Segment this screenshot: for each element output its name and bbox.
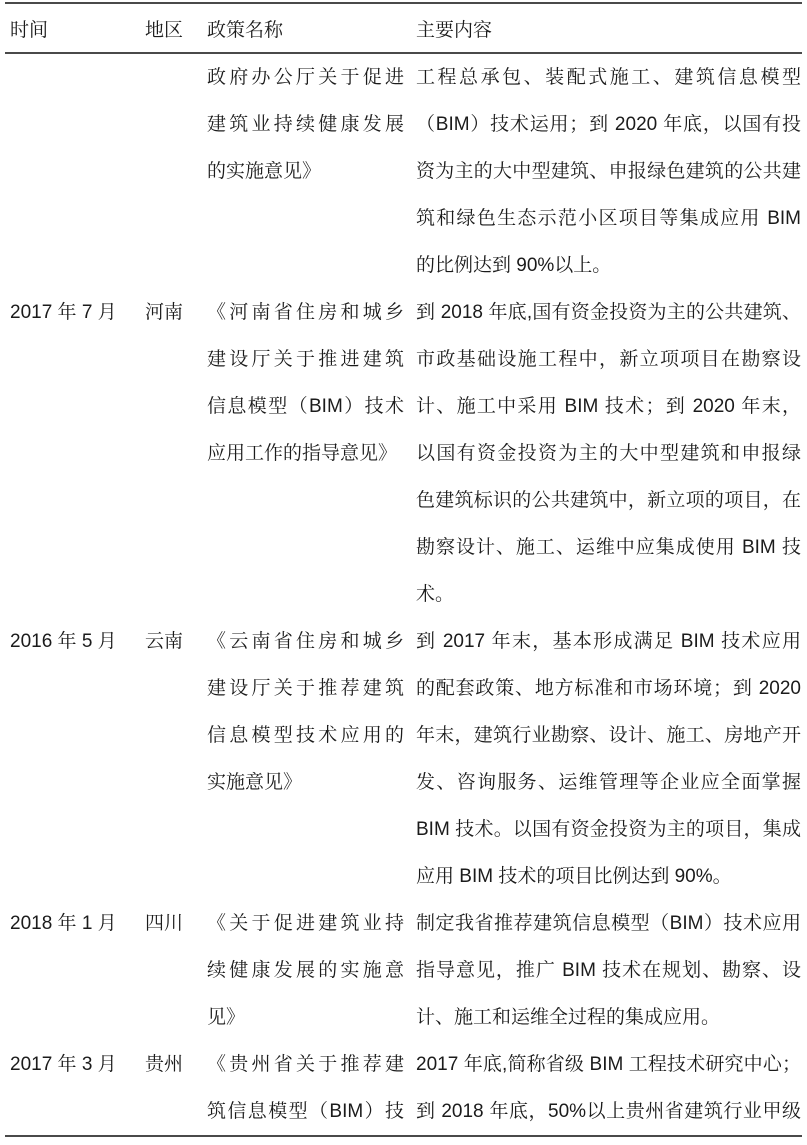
text-line: 的比例达到 90%以上。 bbox=[416, 255, 612, 276]
text-line: 计、施工中采用 BIM 技术；到 2020 年末， bbox=[416, 396, 801, 417]
cell-content bbox=[416, 900, 802, 1041]
text-line: 资为主的大中型建筑、申报绿色建筑的公共建 bbox=[416, 161, 801, 182]
column-header-content: 主要内容 bbox=[416, 19, 493, 41]
cell-time: 2016 年 5 月 bbox=[10, 631, 117, 652]
text-line: 计、施工和运维全过程的集成应用。 bbox=[416, 1007, 721, 1028]
cell-policy bbox=[207, 900, 416, 1041]
text-line: 年末，建筑行业勘察、设计、施工、房地产开 bbox=[416, 725, 801, 746]
policy-table bbox=[5, 2, 802, 1137]
column-header-region: 地区 bbox=[145, 19, 184, 41]
cell-region: 贵州 bbox=[145, 1054, 184, 1075]
table-row bbox=[5, 1041, 802, 1135]
text-line: 市政基础设施工程中，新立项项目在勘察设 bbox=[416, 349, 801, 370]
table-row bbox=[5, 900, 802, 1041]
cell-content bbox=[416, 54, 802, 289]
text-line: 见》 bbox=[207, 1007, 246, 1028]
text-line: 《河南省住房和城乡 bbox=[207, 302, 404, 323]
text-line: 实施意见》 bbox=[207, 772, 303, 793]
text-line: 发、咨询服务、运维管理等企业应全面掌握 bbox=[416, 772, 801, 793]
cell-content bbox=[416, 289, 802, 618]
cell-region: 河南 bbox=[145, 302, 184, 323]
text-line: 工程总承包、装配式施工、建筑信息模型 bbox=[416, 67, 801, 88]
text-line: 到 2018 年底,国有资金投资为主的公共建筑、 bbox=[416, 302, 801, 323]
cell-time: 2017 年 7 月 bbox=[10, 302, 117, 323]
text-line: 的实施意见》 bbox=[207, 161, 322, 182]
column-header-time: 时间 bbox=[10, 19, 49, 41]
table-row bbox=[5, 54, 802, 289]
table-header-row bbox=[5, 2, 802, 54]
cell-region: 云南 bbox=[145, 631, 184, 652]
cell-content bbox=[416, 618, 802, 900]
text-line: 信息模型技术应用的 bbox=[207, 725, 404, 746]
text-line: 建设厅关于推荐建筑 bbox=[207, 678, 404, 699]
column-header-policy: 政策名称 bbox=[207, 19, 284, 41]
cell-policy bbox=[207, 54, 416, 195]
text-line: 《云南省住房和城乡 bbox=[207, 631, 404, 652]
table-row bbox=[5, 289, 802, 618]
table-body bbox=[5, 54, 802, 1135]
text-line: 建设厅关于推进建筑 bbox=[207, 349, 404, 370]
cell-policy bbox=[207, 1041, 416, 1135]
text-line: 术。 bbox=[416, 584, 455, 605]
text-line: BIM 技术。以国有资金投资为主的项目，集成 bbox=[416, 819, 801, 840]
text-line: 筑信息模型（BIM）技 bbox=[207, 1101, 404, 1122]
text-line: 制定我省推荐建筑信息模型（BIM）技术应用 bbox=[416, 913, 801, 934]
text-line: 信息模型（BIM）技术 bbox=[207, 396, 404, 417]
cell-time: 2017 年 3 月 bbox=[10, 1054, 117, 1075]
cell-content bbox=[416, 1041, 802, 1135]
cell-region: 四川 bbox=[145, 913, 184, 934]
text-line: 续健康发展的实施意 bbox=[207, 960, 404, 981]
text-line: 到 2018 年底，50%以上贵州省建筑行业甲级 bbox=[416, 1101, 801, 1122]
cell-time: 2018 年 1 月 bbox=[10, 913, 117, 934]
text-line: （BIM）技术运用；到 2020 年底，以国有投 bbox=[416, 114, 801, 135]
cell-policy bbox=[207, 618, 416, 806]
text-line: 以国有资金投资为主的大中型建筑和申报绿 bbox=[416, 443, 801, 464]
text-line: 指导意见，推广 BIM 技术在规划、勘察、设 bbox=[416, 960, 801, 981]
text-line: 《关于促进建筑业持 bbox=[207, 913, 404, 934]
text-line: 《贵州省关于推荐建 bbox=[207, 1054, 404, 1075]
table-row bbox=[5, 618, 802, 900]
cell-policy bbox=[207, 289, 416, 477]
text-line: 筑和绿色生态示范小区项目等集成应用 BIM bbox=[416, 208, 801, 229]
text-line: 勘察设计、施工、运维中应集成使用 BIM 技 bbox=[416, 537, 801, 558]
text-line: 建筑业持续健康发展 bbox=[207, 114, 404, 135]
text-line: 2017 年底,简称省级 BIM 工程技术研究中心； bbox=[416, 1054, 801, 1075]
text-line: 的配套政策、地方标准和市场环境；到 2020 bbox=[416, 678, 801, 699]
text-line: 应用 BIM 技术的项目比例达到 90%。 bbox=[416, 866, 732, 887]
text-line: 应用工作的指导意见》 bbox=[207, 443, 398, 464]
text-line: 政府办公厅关于促进 bbox=[207, 67, 404, 88]
text-line: 到 2017 年末，基本形成满足 BIM 技术应用 bbox=[416, 631, 801, 652]
text-line: 色建筑标识的公共建筑中，新立项的项目，在 bbox=[416, 490, 801, 511]
